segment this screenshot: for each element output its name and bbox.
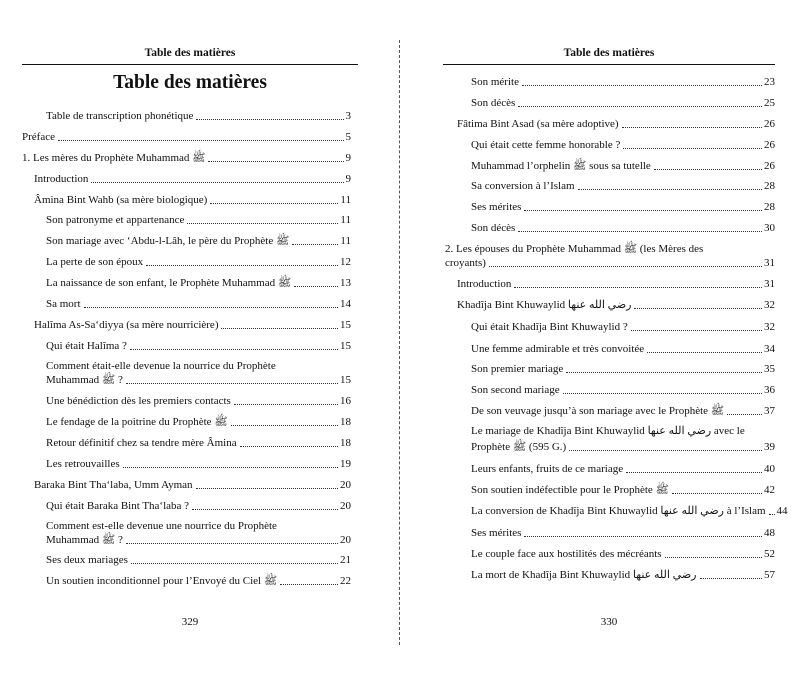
toc-entry[interactable]: Âmina Bint Wahb (sa mère biologique) 11 bbox=[34, 194, 351, 206]
toc-entry-first-line[interactable]: Comment est-elle devenue une nourrice du Prophète bbox=[46, 520, 277, 532]
toc-entry[interactable]: Son décès 30 bbox=[471, 222, 775, 234]
toc-entry-first-line[interactable]: Le mariage de Khadîja Bint Khuwaylid رضي الله عنها avec le bbox=[471, 425, 745, 437]
toc-entry[interactable]: 1. Les mères du Prophète Muhammad ﷺ 9 bbox=[22, 152, 351, 164]
toc-entry[interactable]: Introduction 31 bbox=[457, 278, 775, 290]
page-number: 329 bbox=[181, 616, 199, 628]
toc-entry[interactable]: Ses mérites 48 bbox=[471, 527, 775, 539]
toc-entry[interactable]: Son mariage avec ‘Abdu-l-Lâh, le père du Prophète ﷺ 11 bbox=[46, 235, 351, 247]
toc-entry[interactable]: Son patronyme et appartenance 11 bbox=[46, 214, 351, 226]
toc-entry[interactable]: La conversion de Khadîja Bint Khuwaylid رضي الله عنها à l’Islam 44 bbox=[471, 505, 788, 517]
toc-entry[interactable]: Son mérite 23 bbox=[471, 76, 775, 88]
running-head: Table des matières bbox=[144, 47, 236, 59]
toc-entry[interactable]: Préface 5 bbox=[22, 131, 351, 143]
right-page bbox=[415, 0, 800, 683]
toc-entry[interactable]: Qui était Khadîja Bint Khuwaylid ? 32 bbox=[471, 321, 775, 333]
page-title: Table des matières bbox=[113, 72, 267, 93]
toc-entry[interactable]: Son soutien indéfectible pour le Prophète ﷺ 42 bbox=[471, 484, 775, 496]
toc-entry[interactable]: Qui était cette femme honorable ? 26 bbox=[471, 139, 775, 151]
toc-entry[interactable]: La naissance de son enfant, le Prophète Muhammad ﷺ 13 bbox=[46, 277, 351, 289]
toc-entry[interactable]: Halîma As-Sa‘diyya (sa mère nourricière) 15 bbox=[34, 319, 351, 331]
toc-entry-first-line[interactable]: Comment était-elle devenue la nourrice du Prophète bbox=[46, 360, 276, 372]
toc-entry[interactable]: Muhammad ﷺ ? 20 bbox=[46, 534, 351, 546]
toc-entry[interactable]: croyants) 31 bbox=[445, 257, 775, 269]
toc-entry[interactable]: Retour définitif chez sa tendre mère Âmina 18 bbox=[46, 437, 351, 449]
header-rule bbox=[443, 64, 775, 65]
toc-entry[interactable]: Son premier mariage 35 bbox=[471, 363, 775, 375]
toc-entry[interactable]: La perte de son époux 12 bbox=[46, 256, 351, 268]
toc-entry[interactable]: Qui était Halîma ? 15 bbox=[46, 340, 351, 352]
header-rule bbox=[22, 64, 358, 65]
toc-entry[interactable]: Un soutien inconditionnel pour l’Envoyé du Ciel ﷺ 22 bbox=[46, 575, 351, 587]
toc-entry[interactable]: Introduction 9 bbox=[34, 173, 351, 185]
toc-entry[interactable]: La mort de Khadîja Bint Khuwaylid رضي الله عنها 57 bbox=[471, 569, 775, 581]
toc-entry[interactable]: Son décès 25 bbox=[471, 97, 775, 109]
toc-entry[interactable]: Les retrouvailles 19 bbox=[46, 458, 351, 470]
toc-entry[interactable]: Sa conversion à l’Islam 28 bbox=[471, 180, 775, 192]
toc-entry[interactable]: Le couple face aux hostilités des mécréants 52 bbox=[471, 548, 775, 560]
toc-entry[interactable]: Sa mort 14 bbox=[46, 298, 351, 310]
toc-entry[interactable]: Khadîja Bint Khuwaylid رضي الله عنها 32 bbox=[457, 299, 775, 311]
toc-entry[interactable]: Le fendage de la poitrine du Prophète ﷺ 18 bbox=[46, 416, 351, 428]
toc-entry[interactable]: Prophète ﷺ (595 G.) 39 bbox=[471, 441, 775, 453]
toc-entry[interactable]: Une bénédiction dès les premiers contacts 16 bbox=[46, 395, 351, 407]
toc-entry[interactable]: De son veuvage jusqu’à son mariage avec le Prophète ﷺ 37 bbox=[471, 405, 775, 417]
running-head: Table des matières bbox=[563, 47, 655, 59]
left-page bbox=[0, 0, 385, 683]
toc-entry[interactable]: Muhammad ﷺ ? 15 bbox=[46, 374, 351, 386]
toc-entry-first-line[interactable]: 2. Les épouses du Prophète Muhammad ﷺ (les Mères des bbox=[445, 243, 704, 255]
page-divider bbox=[399, 40, 400, 645]
toc-entry[interactable]: Qui était Baraka Bint Tha‘laba ? 20 bbox=[46, 500, 351, 512]
toc-entry[interactable]: Ses deux mariages 21 bbox=[46, 554, 351, 566]
toc-entry[interactable]: Table de transcription phonétique 3 bbox=[46, 110, 351, 122]
toc-entry[interactable]: Muhammad l’orphelin ﷺ sous sa tutelle 26 bbox=[471, 160, 775, 172]
toc-entry[interactable]: Leurs enfants, fruits de ce mariage 40 bbox=[471, 463, 775, 475]
toc-entry[interactable]: Baraka Bint Tha‘laba, Umm Ayman 20 bbox=[34, 479, 351, 491]
toc-entry[interactable]: Une femme admirable et très convoitée 34 bbox=[471, 343, 775, 355]
toc-entry[interactable]: Fâtima Bint Asad (sa mère adoptive) 26 bbox=[457, 118, 775, 130]
page-number: 330 bbox=[600, 616, 618, 628]
toc-entry[interactable]: Son second mariage 36 bbox=[471, 384, 775, 396]
toc-entry[interactable]: Ses mérites 28 bbox=[471, 201, 775, 213]
